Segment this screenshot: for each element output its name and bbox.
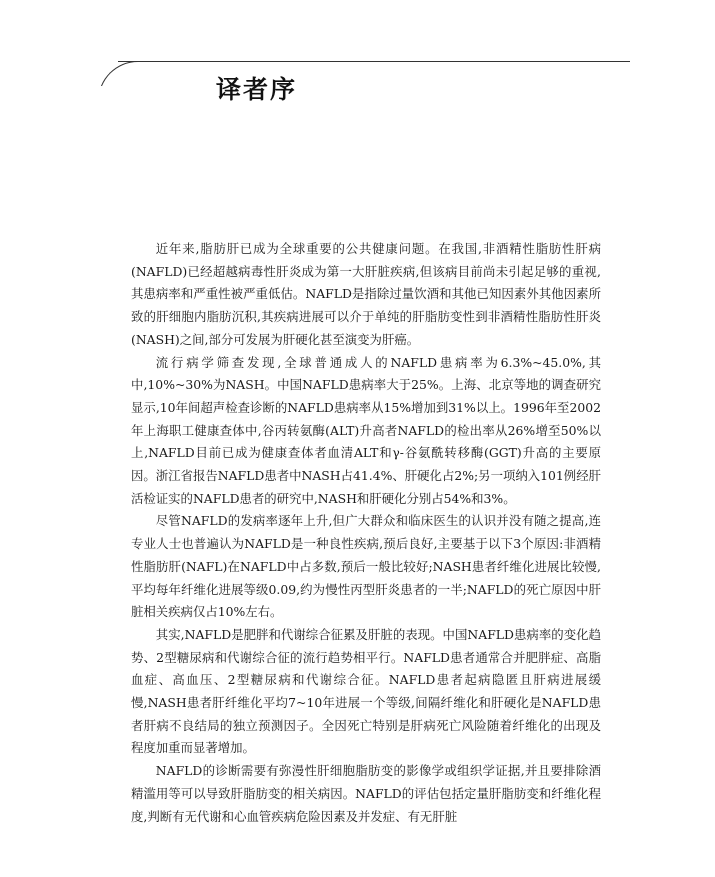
header-arc-mask [98, 86, 114, 106]
paragraph-4: 其实,NAFLD是肥胖和代谢综合征累及肝脏的表现。中国NAFLD患病率的变化趋势、2型糖尿病和代谢综合征的流行趋势相平行。NAFLD患者通常合并肥胖症、高脂血症、高血压、2型糖尿病和代谢综合征。NAFLD患者起病隐匿且肝病进展缓慢,NASH患者肝纤维化平均7~10年进展一个等级,间隔纤维化和肝硬化是NAFLD患者肝病不良结局的独立预测因子。全因死亡特别是肝病死亡风险随着纤维化的出现及程度加重而显著增加。 [131, 626, 601, 756]
page-title: 译者序 [216, 75, 298, 104]
paragraph-2: 流行病学筛查发现,全球普通成人的NAFLD患病率为6.3%~45.0%,其中,10%~30%为NASH。中国NAFLD患病率大于25%。上海、北京等地的调查研究显示,10年间超声检查诊断的NAFLD患病率从15%增加到31%以上。1996年至2002年上海职工健康查体中,谷丙转氨酶(ALT)升高者NAFLD的检出率从26%增至50%以上,NAFLD目前已成为健康查体者血清ALT和γ-谷氨酰转移酶(GGT)升高的主要原因。浙江省报告NAFLD患者中NASH占41.4%、肝硬化占2%;另一项纳入101例经肝活检证实的NAFLD患者的研究中,NASH和肝硬化分别占54%和3%。 [131, 354, 601, 506]
preface-body [131, 238, 601, 828]
paragraph-5: NAFLD的诊断需要有弥漫性肝细胞脂肪变的影像学或组织学证据,并且要排除酒精滥用等可以导致肝脂肪变的相关病因。NAFLD的评估包括定量肝脂肪变和纤维化程度,判断有无代谢和心血管疾病危险因素及并发症、有无肝脏 [131, 763, 601, 824]
paragraph-1: 近年来,脂肪肝已成为全球重要的公共健康问题。在我国,非酒精性脂肪性肝病(NAFLD)已经超越病毒性肝炎成为第一大肝脏疾病,但该病目前尚未引起足够的重视,其患病率和严重性被严重低估。NAFLD是指除过量饮酒和其他已知因素外其他因素所致的肝细胞内脂肪沉积,其疾病进展可以介于单纯的肝脂肪变性到非酒精性脂肪性肝炎(NASH)之间,部分可发展为肝硬化甚至演变为肝癌。 [131, 241, 601, 347]
header-rule [118, 61, 630, 62]
paragraph-3: 尽管NAFLD的发病率逐年上升,但广大群众和临床医生的认识并没有随之提高,连专业人士也普遍认为NAFLD是一种良性疾病,预后良好,主要基于以下3个原因:非酒精性脂肪肝(NAFL)在NAFLD中占多数,预后一般比较好;NASH患者纤维化进展比较慢,平均每年纤维化进展等级0.09,约为慢性丙型肝炎患者的一半;NAFLD的死亡原因中肝脏相关疾病仅占10%左右。 [131, 513, 601, 620]
